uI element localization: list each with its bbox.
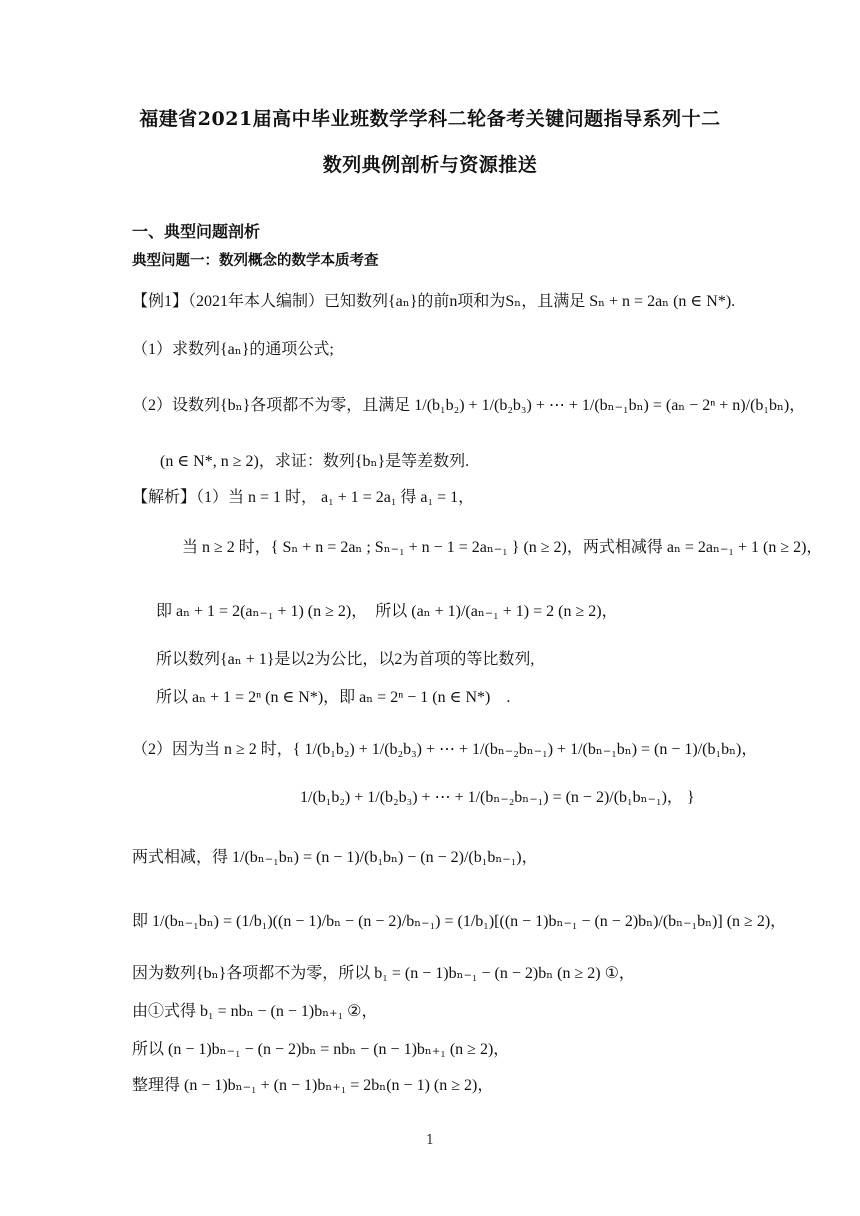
solution-line: 整理得 (n − 1)bₙ₋₁ + (n − 1)bₙ₊₁ = 2bₙ(n − 1) (n ≥ 2)，	[132, 1077, 494, 1094]
solution-line: 当 n ≥ 2 时，{ Sₙ + n = 2aₙ ; Sₙ₋₁ + n − 1 = 2aₙ₋₁ } (n ≥ 2)，两式相减得 aₙ = 2aₙ₋₁ + 1 (n ≥ 2)，	[182, 539, 823, 556]
solution-line: 【解析】（1）当 n = 1 时， a₁ + 1 = 2a₁ 得 a₁ = 1，	[132, 489, 475, 506]
doc-title-line-2: 数列典例剖析与资源推送	[322, 154, 538, 176]
example-statement: 【例1】（2021年本人编制）已知数列{aₙ}的前n项和为Sₙ，且满足 Sₙ + n = 2aₙ (n ∈ N*).	[132, 293, 736, 310]
solution-line: 两式相减，得 1/(bₙ₋₁bₙ) = (n − 1)/(b₁bₙ) − (n − 2)/(b₁bₙ₋₁)，	[132, 849, 538, 866]
solution-line: 所以数列{aₙ + 1}是以2为公比，以2为首项的等比数列,	[156, 651, 535, 668]
solution-line: 1/(b₁b₂) + 1/(b₂b₃) + ⋯ + 1/(bₙ₋₂bₙ₋₁) = (n − 2)/(b₁bₙ₋₁)， }	[300, 789, 695, 806]
question-2-condition: (n ∈ N*, n ≥ 2)，求证：数列{bₙ}是等差数列.	[160, 453, 470, 470]
solution-line: （2）因为当 n ≥ 2 时，{ 1/(b₁b₂) + 1/(b₂b₃) + ⋯ + 1/(bₙ₋₂bₙ₋₁) + 1/(bₙ₋₁bₙ) = (n − 1)/(b₁bₙ)，	[132, 741, 758, 758]
solution-line: 即 1/(bₙ₋₁bₙ) = (1/b₁)((n − 1)/bₙ − (n − 2)/bₙ₋₁) = (1/b₁)[((n − 1)bₙ₋₁ − (n − 2)bₙ)/(bₙ₋₁bₙ)] (n ≥ 2)，	[132, 913, 787, 930]
solution-line: 即 aₙ + 1 = 2(aₙ₋₁ + 1) (n ≥ 2)， 所以 (aₙ + 1)/(aₙ₋₁ + 1) = 2 (n ≥ 2)，	[156, 603, 618, 620]
doc-title-line-1: 福建省2021届高中毕业班数学学科二轮备考关键问题指导系列十二	[139, 108, 721, 130]
solution-line: 所以 (n − 1)bₙ₋₁ − (n − 2)bₙ = nbₙ − (n − 1)bₙ₊₁ (n ≥ 2)，	[132, 1041, 510, 1058]
page-number: 1	[425, 1133, 435, 1148]
subsection-heading: 典型问题一：数列概念的数学本质考查	[132, 252, 379, 269]
solution-line: 由①式得 b₁ = nbₙ − (n − 1)bₙ₊₁ ②，	[132, 1003, 378, 1020]
question-1: （1）求数列{aₙ}的通项公式;	[132, 341, 334, 358]
solution-line: 因为数列{bₙ}各项都不为零，所以 b₁ = (n − 1)bₙ₋₁ − (n − 2)bₙ (n ≥ 2) ①，	[132, 965, 635, 982]
solution-line: 所以 aₙ + 1 = 2ⁿ (n ∈ N*)，即 aₙ = 2ⁿ − 1 (n ∈ N*) .	[156, 689, 511, 706]
question-2: （2）设数列{bₙ}各项都不为零，且满足 1/(b₁b₂) + 1/(b₂b₃) + ⋯ + 1/(bₙ₋₁bₙ) = (aₙ − 2ⁿ + n)/(b₁bₙ)，	[132, 397, 806, 414]
section-heading: 一、典型问题剖析	[132, 222, 261, 241]
